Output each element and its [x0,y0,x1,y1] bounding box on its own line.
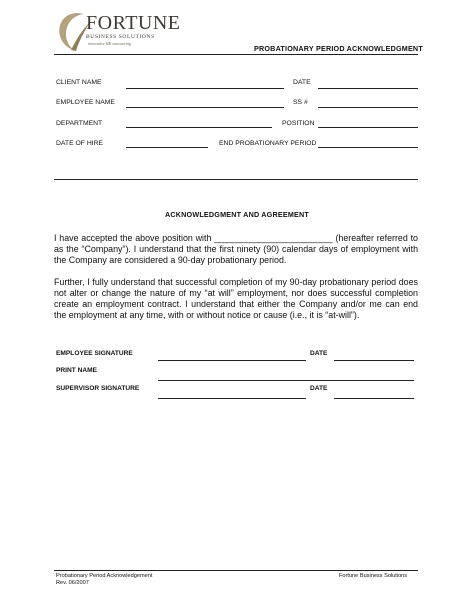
employee-signature-label: EMPLOYEE SIGNATURE [56,350,133,357]
supervisor-date-field[interactable] [334,398,414,399]
header-divider [54,54,418,55]
document-title: PROBATIONARY PERIOD ACKNOWLEDGMENT [254,44,423,53]
logo-subtitle: BUSINESS SOLUTIONS [86,34,155,40]
ssn-field[interactable] [318,107,418,108]
position-label: POSITION [282,120,315,127]
footer-revision: Rev. 06/2007 [56,580,89,586]
client-name-label: CLIENT NAME [56,79,102,86]
date-label: DATE [293,79,311,86]
employee-signature-field[interactable] [158,360,306,361]
supervisor-signature-field[interactable] [158,398,306,399]
end-probationary-label: END PROBATIONARY PERIOD [219,140,317,147]
logo-name: FORTUNE [86,12,181,34]
footer-divider [54,570,418,571]
company-logo [54,10,184,52]
print-name-label: PRINT NAME [56,367,98,374]
position-field[interactable] [318,127,418,128]
logo-tagline: innovative HR outsourcing [88,41,131,46]
department-label: DEPARTMENT [56,120,103,127]
print-name-field[interactable] [158,380,414,381]
agreement-paragraph-2: Further, I fully understand that successful completion of my 90-day probationary period does not alter or change the nature of my “at will” employment, nor does successful completion create an employment contract. I understand that either the Company and/or me can end the employment at any time, with or without notice or cause (i.e., it is “at-will”). [54,277,418,320]
supervisor-date-label: DATE [310,385,328,392]
agreement-heading: ACKNOWLEDGMENT AND AGREEMENT [164,210,310,219]
employee-name-field[interactable] [126,107,284,108]
client-name-field[interactable] [126,88,284,89]
footer-form-name: Probationary Period Acknowledgement [56,573,153,579]
department-field[interactable] [126,127,272,128]
footer-company: Fortune Business Solutions [339,573,408,579]
date-field[interactable] [318,88,418,89]
date-of-hire-field[interactable] [126,147,208,148]
ssn-label: SS # [293,99,308,106]
supervisor-signature-label: SUPERVISOR SIGNATURE [56,385,140,392]
end-probationary-field[interactable] [318,147,418,148]
section-divider [54,179,418,180]
signature-date-label: DATE [310,350,328,357]
agreement-paragraph-1: I have accepted the above position with ________________________ (hereafter referred to as the “Company”). I understand that the first ninety (90) calendar days of employment with the Company are considered a 90-day probationary period. [54,233,418,265]
signature-date-field[interactable] [334,360,414,361]
date-of-hire-label: DATE OF HIRE [56,140,104,147]
employee-name-label: EMPLOYEE NAME [56,99,115,106]
